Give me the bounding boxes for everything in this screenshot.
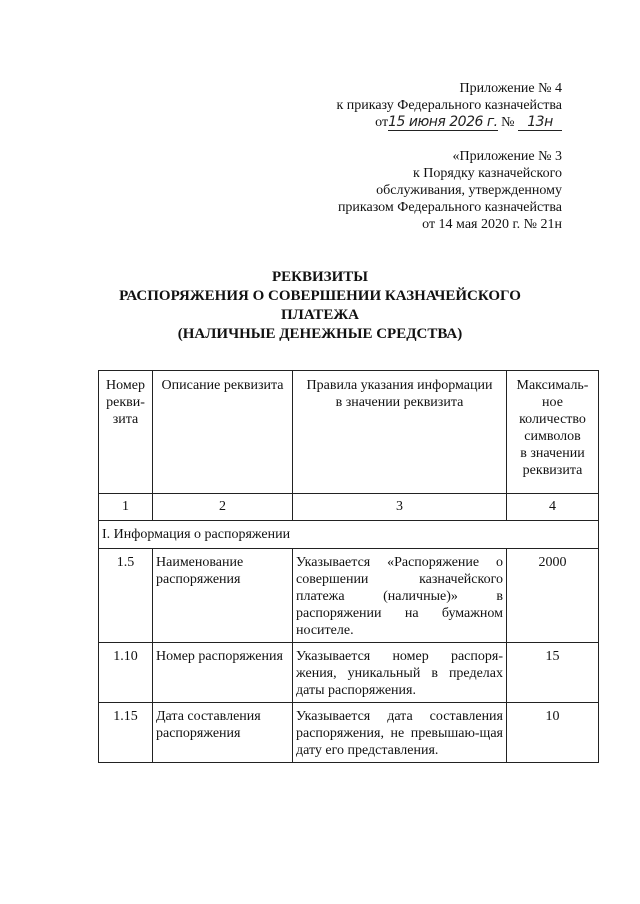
title-line: ПЛАТЕЖА (280, 307, 360, 323)
document-title (0, 268, 640, 344)
row-max-symbols: 10 (507, 703, 599, 763)
appendix-3-line: от 14 мая 2020 г. № 21н (422, 217, 562, 232)
appendix-3-line: обслуживания, утвержденному (376, 183, 562, 198)
row-number: 1.15 (99, 703, 153, 763)
row-rule: Указывается номер распоря-жения, уникальный в пределах даты распоряжения. (293, 643, 507, 703)
column-number: 1 (99, 494, 153, 521)
column-number: 3 (293, 494, 507, 521)
row-rule: Указывается дата составления распоряжения, не превышаю-щая дату его представления. (293, 703, 507, 763)
appendix-4-date-line (336, 114, 562, 131)
table-row (99, 549, 599, 643)
header-max-symbols: Максималь- ное количество символов в значении реквизита (507, 371, 599, 494)
section-title: I. Информация о распоряжении (99, 521, 599, 549)
row-description: Дата составления распоряжения (153, 703, 293, 763)
appendix-3-line: приказом Федерального казначейства (337, 200, 562, 215)
appendix-4-title: Приложение № 4 (459, 81, 562, 96)
handwritten-number: 13н (527, 114, 553, 130)
handwritten-date: 15 июня 2026 г. (388, 114, 498, 130)
row-number: 1.5 (99, 549, 153, 643)
title-line: РАСПОРЯЖЕНИЯ О СОВЕРШЕНИИ КАЗНАЧЕЙСКОГО (119, 288, 521, 304)
row-description: Номер распоряжения (153, 643, 293, 703)
table-row (99, 703, 599, 763)
appendix-3-line: к Порядку казначейского (412, 166, 562, 181)
title-line: РЕКВИЗИТЫ (271, 269, 369, 285)
row-max-symbols: 2000 (507, 549, 599, 643)
column-number: 4 (507, 494, 599, 521)
header-requisite-description: Описание реквизита (153, 371, 293, 494)
column-number: 2 (153, 494, 293, 521)
number-prefix: № (501, 115, 515, 130)
appendix-4-header (336, 80, 562, 131)
section-row (99, 521, 599, 549)
column-numbers-row (99, 494, 599, 521)
title-line: (НАЛИЧНЫЕ ДЕНЕЖНЫЕ СРЕДСТВА) (177, 326, 463, 342)
header-requisite-number: Номер рекви- зита (99, 371, 153, 494)
appendix-3-line: «Приложение № 3 (452, 149, 562, 164)
row-rule: Указывается «Распоряжение о совершении казначейского платежа (наличные)» в распоряжении на бумажном носителе. (293, 549, 507, 643)
appendix-3-header (338, 148, 562, 233)
table-row (99, 643, 599, 703)
appendix-4-order-ref: к приказу Федерального казначейства (336, 98, 562, 113)
header-requisite-rules: Правила указания информации в значении реквизита (293, 371, 507, 494)
table-header-row (99, 371, 599, 494)
row-number: 1.10 (99, 643, 153, 703)
row-description: Наименование распоряжения (153, 549, 293, 643)
requisites-table (98, 370, 599, 763)
date-prefix: от (375, 115, 389, 130)
row-max-symbols: 15 (507, 643, 599, 703)
